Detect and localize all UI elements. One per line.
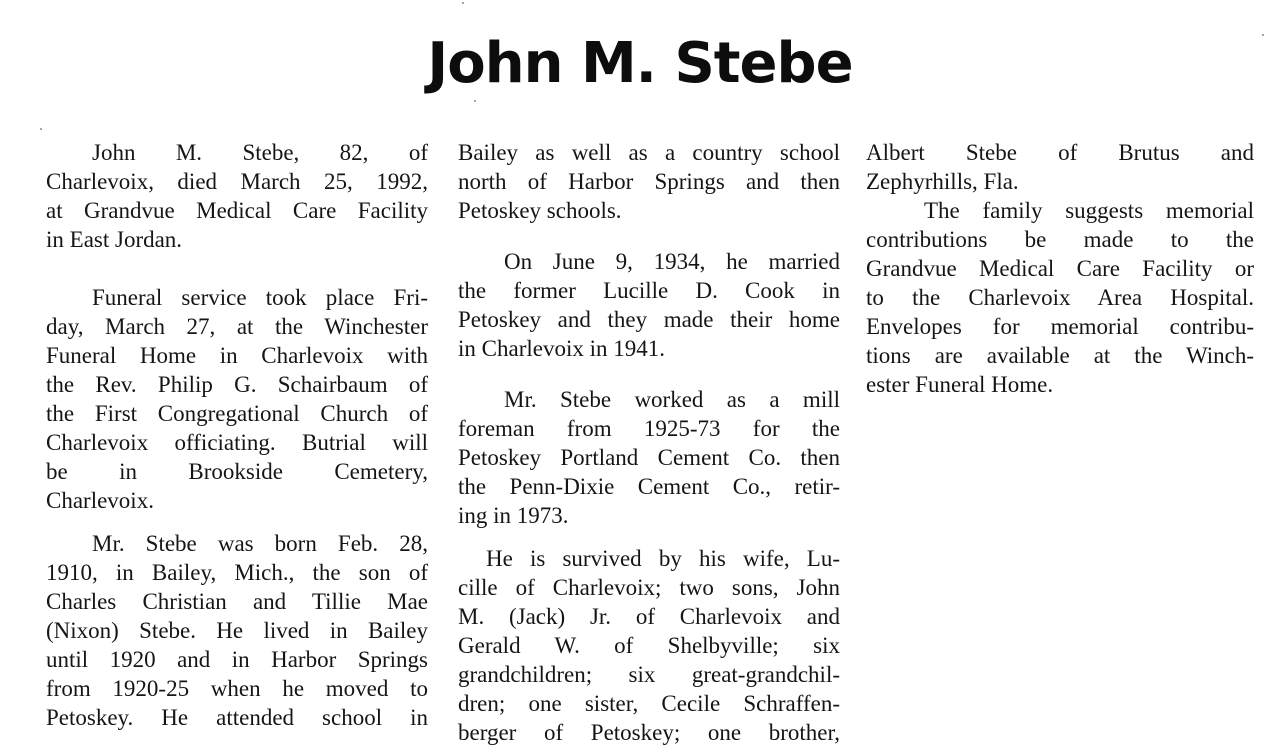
text-line: be in Brookside Cemetery, bbox=[46, 459, 428, 484]
obituary-title: John M. Stebe bbox=[427, 31, 853, 96]
text-column-1 bbox=[46, 138, 428, 732]
text-line: contributions be made to the bbox=[866, 227, 1254, 252]
scan-speck bbox=[462, 2, 464, 4]
text-line: Zephyrhills, Fla. bbox=[866, 169, 1019, 194]
text-line: cille of Charlevoix; two sons, John bbox=[458, 575, 840, 600]
text-line: the Penn-Dixie Cement Co., retir- bbox=[458, 474, 840, 499]
text-line: at Grandvue Medical Care Facility bbox=[46, 198, 428, 223]
text-line: berger of Petoskey; one brother, bbox=[458, 720, 840, 745]
text-line: the First Congregational Church of bbox=[46, 401, 428, 426]
text-line: M. (Jack) Jr. of Charlevoix and bbox=[458, 604, 840, 629]
text-column-2 bbox=[458, 138, 840, 747]
paragraph-gap bbox=[458, 363, 840, 385]
text-line: foreman from 1925-73 for the bbox=[458, 416, 840, 441]
paragraph-gap bbox=[46, 254, 428, 283]
text-line: 1910, in Bailey, Mich., the son of bbox=[46, 560, 428, 585]
text-line: until 1920 and in Harbor Springs bbox=[46, 647, 428, 672]
text-line: dren; one sister, Cecile Schraffen- bbox=[458, 691, 840, 716]
text-line: Petoskey schools. bbox=[458, 198, 622, 223]
text-line: the former Lucille D. Cook in bbox=[458, 278, 840, 303]
text-line: the Rev. Philip G. Schairbaum of bbox=[46, 372, 428, 397]
text-line: tions are available at the Winch- bbox=[866, 343, 1254, 368]
paragraph-gap bbox=[46, 515, 428, 529]
paragraph-gap bbox=[458, 225, 840, 247]
text-line: day, March 27, at the Winchester bbox=[46, 314, 428, 339]
text-line: Petoskey and they made their home bbox=[458, 307, 840, 332]
text-line: Petoskey. He attended school in bbox=[46, 705, 428, 730]
text-line: Gerald W. of Shelbyville; six bbox=[458, 633, 840, 658]
text-line: (Nixon) Stebe. He lived in Bailey bbox=[46, 618, 428, 643]
text-line: On June 9, 1934, he married bbox=[504, 249, 840, 274]
text-column-3 bbox=[866, 138, 1254, 399]
text-line: ing in 1973. bbox=[458, 503, 569, 528]
scan-speck bbox=[474, 100, 476, 102]
paragraph-gap bbox=[458, 530, 840, 544]
text-line: Funeral service took place Fri- bbox=[92, 285, 428, 310]
text-line: Charles Christian and Tillie Mae bbox=[46, 589, 428, 614]
text-line: Albert Stebe of Brutus and bbox=[866, 140, 1254, 165]
text-line: He is survived by his wife, Lu- bbox=[486, 546, 840, 571]
scan-speck bbox=[40, 128, 42, 130]
text-line: The family suggests memorial bbox=[924, 198, 1254, 223]
text-line: north of Harbor Springs and then bbox=[458, 169, 840, 194]
text-line: Charlevoix, died March 25, 1992, bbox=[46, 169, 428, 194]
text-line: in Charlevoix in 1941. bbox=[458, 336, 665, 361]
text-line: Funeral Home in Charlevoix with bbox=[46, 343, 428, 368]
text-line: Petoskey Portland Cement Co. then bbox=[458, 445, 840, 470]
text-line: from 1920-25 when he moved to bbox=[46, 676, 428, 701]
text-line: John M. Stebe, 82, of bbox=[92, 140, 428, 165]
text-line: Charlevoix. bbox=[46, 488, 154, 513]
text-line: in East Jordan. bbox=[46, 227, 183, 252]
text-line: Charlevoix officiating. Butrial will bbox=[46, 430, 428, 455]
text-line: Bailey as well as a country school bbox=[458, 140, 840, 165]
text-line: Mr. Stebe was born Feb. 28, bbox=[92, 531, 428, 556]
text-line: to the Charlevoix Area Hospital. bbox=[866, 285, 1254, 310]
text-line: Mr. Stebe worked as a mill bbox=[504, 387, 840, 412]
text-line: Grandvue Medical Care Facility or bbox=[866, 256, 1254, 281]
scan-speck bbox=[1262, 34, 1264, 36]
text-line: grandchildren; six great-grandchil- bbox=[458, 662, 840, 687]
text-line: Envelopes for memorial contribu- bbox=[866, 314, 1254, 339]
text-line: ester Funeral Home. bbox=[866, 372, 1054, 397]
